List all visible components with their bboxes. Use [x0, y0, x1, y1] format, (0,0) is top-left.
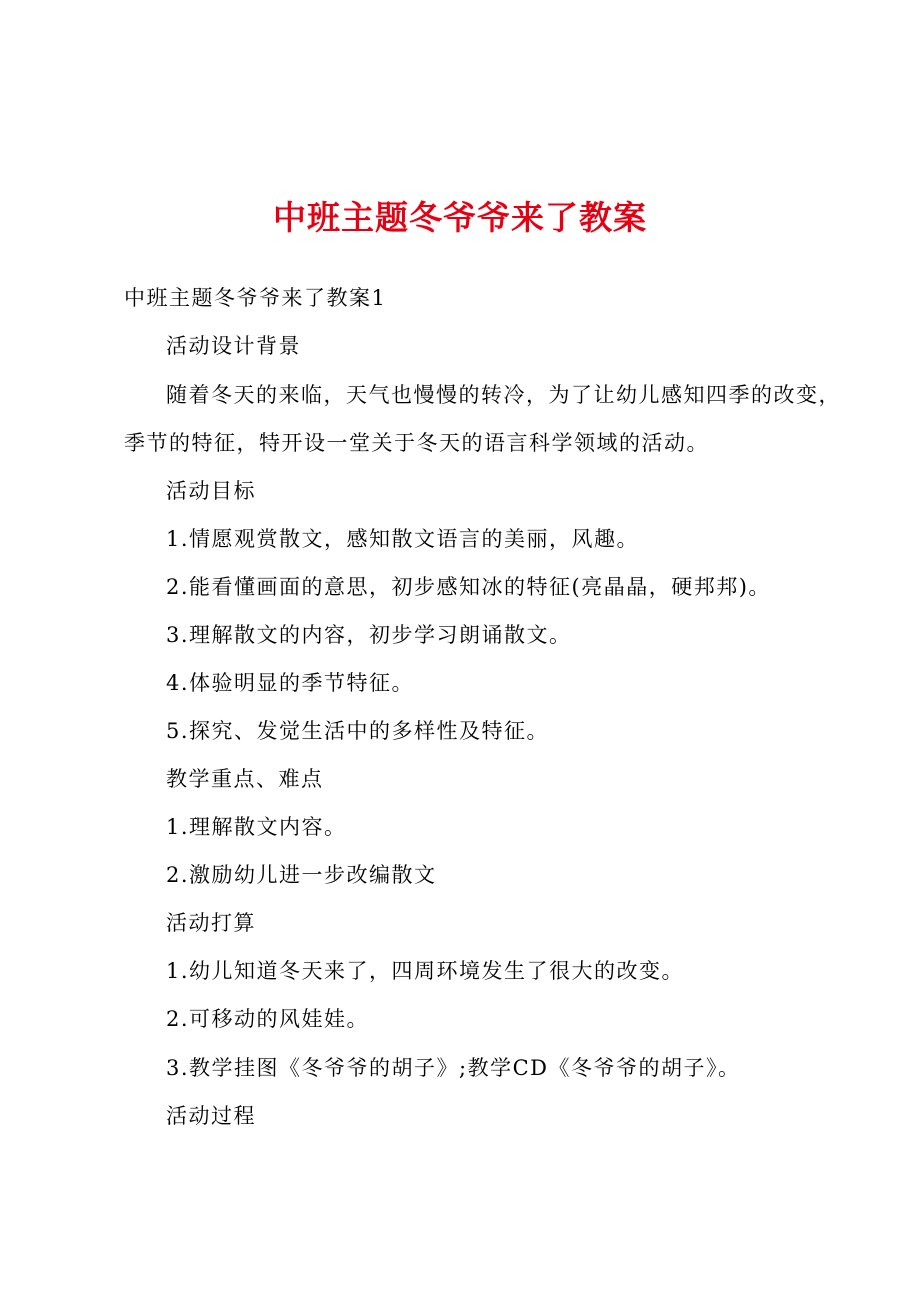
list-item: 1.情愿观赏散文，感知散文语言的美丽，风趣。 [166, 527, 640, 551]
list-item: 1.幼儿知道冬天来了，四周环境发生了很大的改变。 [166, 959, 685, 983]
list-item: 4.体验明显的季节特征。 [166, 671, 415, 695]
list-item: 2.能看懂画面的意思，初步感知冰的特征(亮晶晶，硬邦邦)。 [166, 575, 771, 599]
paragraph-line: 季节的特征，特开设一堂关于冬天的语言科学领域的活动。 [124, 431, 709, 455]
list-item: 5.探究、发觉生活中的多样性及特征。 [166, 719, 550, 743]
section-heading-goals: 活动目标 [166, 479, 256, 503]
list-item: 2.激励幼儿进一步改编散文 [166, 863, 437, 887]
section-heading-key-points: 教学重点、难点 [166, 767, 324, 791]
document-title: 中班主题冬爷爷来了教案 [273, 198, 647, 237]
lesson-heading: 中班主题冬爷爷来了教案1 [124, 286, 387, 310]
list-item: 2.可移动的风娃娃。 [166, 1007, 370, 1031]
paragraph-line: 随着冬天的来临，天气也慢慢的转冷，为了让幼儿感知四季的改变， [166, 383, 841, 407]
list-item: 1.理解散文内容。 [166, 815, 347, 839]
section-heading-background: 活动设计背景 [166, 334, 301, 358]
list-item: 3.教学挂图《冬爷爷的胡子》;教学CD《冬爷爷的胡子》。 [166, 1056, 741, 1080]
section-heading-preparation: 活动打算 [166, 911, 256, 935]
list-item: 3.理解散文的内容，初步学习朗诵散文。 [166, 623, 572, 647]
section-heading-process: 活动过程 [166, 1104, 256, 1128]
